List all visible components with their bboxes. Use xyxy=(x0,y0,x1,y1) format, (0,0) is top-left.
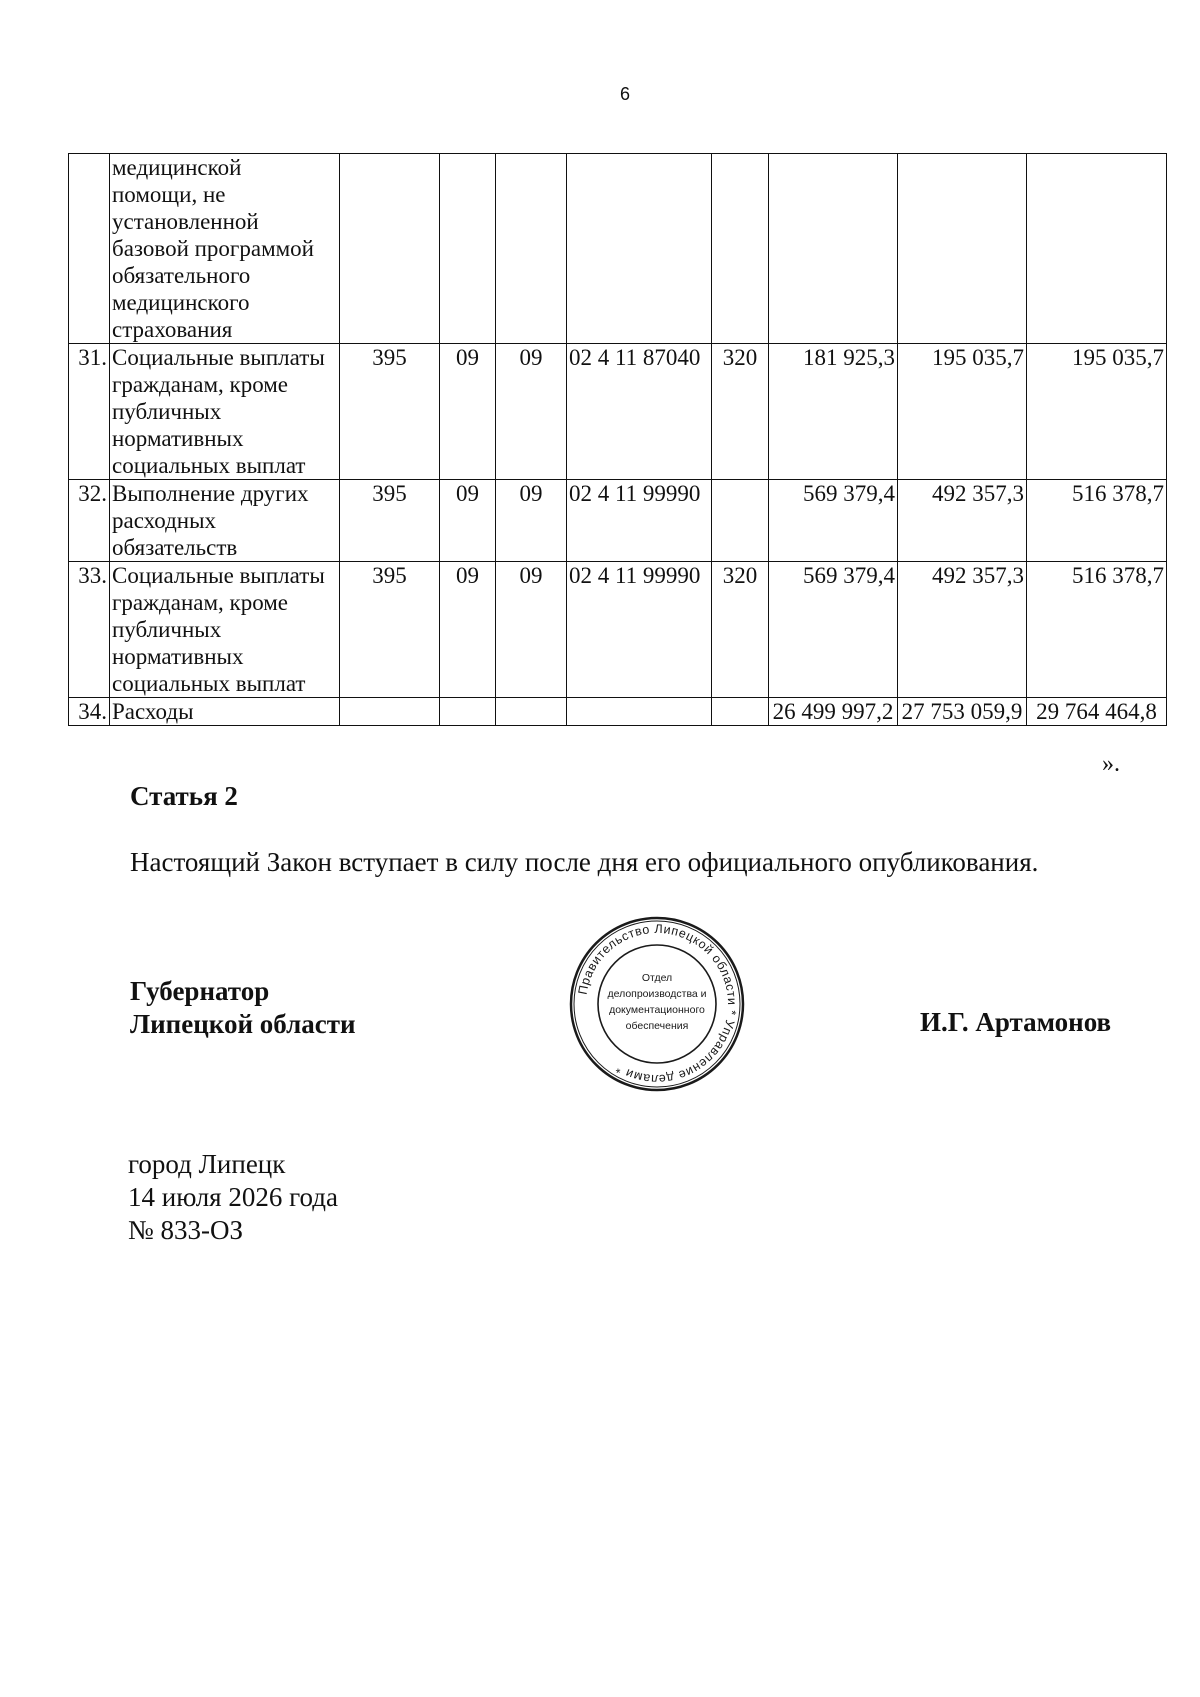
total-year2-cell: 27 753 059,9 xyxy=(898,698,1027,726)
expense-type-cell xyxy=(712,480,769,562)
amount-year1-cell: 569 379,4 xyxy=(769,562,898,698)
budget-table xyxy=(68,153,1167,726)
ministry-code-cell: 395 xyxy=(340,344,440,480)
target-article-cell xyxy=(567,698,712,726)
document-number: № 833-ОЗ xyxy=(128,1215,244,1245)
amount-year2-cell: 195 035,7 xyxy=(898,344,1027,480)
target-article-cell: 02 4 11 99990 xyxy=(567,562,712,698)
subsection-cell: 09 xyxy=(496,344,567,480)
table-row xyxy=(69,480,1167,562)
expense-type-cell: 320 xyxy=(712,344,769,480)
row-number-cell: 34. xyxy=(69,698,110,726)
table-row xyxy=(69,562,1167,698)
document-footer xyxy=(128,1148,338,1247)
table-row-continued xyxy=(69,154,1167,344)
stamp-inner-line: Отдел xyxy=(641,972,673,984)
row-name-cell: медицинской помощи, не установленной базовой программой обязательного медицинского страхования xyxy=(110,154,340,344)
row-number-cell: 32. xyxy=(69,480,110,562)
ministry-code-cell: 395 xyxy=(340,480,440,562)
signatory-position-line: Липецкой области xyxy=(130,1009,356,1039)
page-number: 6 xyxy=(619,84,630,104)
row-number-cell xyxy=(69,154,110,344)
amount-year3-cell: 516 378,7 xyxy=(1027,480,1167,562)
row-number-cell: 33. xyxy=(69,562,110,698)
signatory-position-line: Губернатор xyxy=(130,976,270,1006)
row-name-cell: Социальные выплаты гражданам, кроме публичных нормативных социальных выплат xyxy=(110,562,340,698)
amount-year2-cell: 492 357,3 xyxy=(898,562,1027,698)
row-name-cell: Социальные выплаты гражданам, кроме публичных нормативных социальных выплат xyxy=(110,344,340,480)
ministry-code-cell: 395 xyxy=(340,562,440,698)
official-stamp xyxy=(568,915,746,1093)
target-article-cell: 02 4 11 87040 xyxy=(567,344,712,480)
document-date: 14 июля 2026 года xyxy=(128,1182,338,1212)
stamp-inner-line: обеспечения xyxy=(625,1020,689,1032)
amount-year3-cell: 516 378,7 xyxy=(1027,562,1167,698)
section-cell: 09 xyxy=(440,344,496,480)
ministry-code-cell xyxy=(340,698,440,726)
signatory-name: И.Г. Артамонов xyxy=(920,1007,1112,1037)
row-name-cell: Расходы xyxy=(110,698,340,726)
section-cell: 09 xyxy=(440,562,496,698)
table-row xyxy=(69,344,1167,480)
section-cell: 09 xyxy=(440,480,496,562)
row-name-cell: Выполнение других расходных обязательств xyxy=(110,480,340,562)
article-title: Статья 2 xyxy=(130,781,238,811)
amount-year3-cell: 195 035,7 xyxy=(1027,344,1167,480)
city: город Липецк xyxy=(128,1149,286,1179)
total-year3-cell: 29 764 464,8 xyxy=(1027,698,1167,726)
closing-quote: ». xyxy=(1102,751,1120,777)
row-number-cell: 31. xyxy=(69,344,110,480)
total-year1-cell: 26 499 997,2 xyxy=(769,698,898,726)
section-cell xyxy=(440,698,496,726)
table-row-total xyxy=(69,698,1167,726)
stamp-inner-line: документационного xyxy=(609,1004,705,1016)
amount-year2-cell: 492 357,3 xyxy=(898,480,1027,562)
stamp-inner-line: делопроизводства и xyxy=(607,988,707,1000)
expense-type-cell: 320 xyxy=(712,562,769,698)
stamp-outer-text: Правительство Липецкой области * Управление делами * xyxy=(575,921,740,1087)
target-article-cell: 02 4 11 99990 xyxy=(567,480,712,562)
amount-year1-cell: 181 925,3 xyxy=(769,344,898,480)
subsection-cell: 09 xyxy=(496,562,567,698)
article-body: Настоящий Закон вступает в силу после дня его официального опубликования. xyxy=(130,847,1039,877)
signatory-position xyxy=(130,975,356,1041)
subsection-cell xyxy=(496,698,567,726)
amount-year1-cell: 569 379,4 xyxy=(769,480,898,562)
expense-type-cell xyxy=(712,698,769,726)
subsection-cell: 09 xyxy=(496,480,567,562)
